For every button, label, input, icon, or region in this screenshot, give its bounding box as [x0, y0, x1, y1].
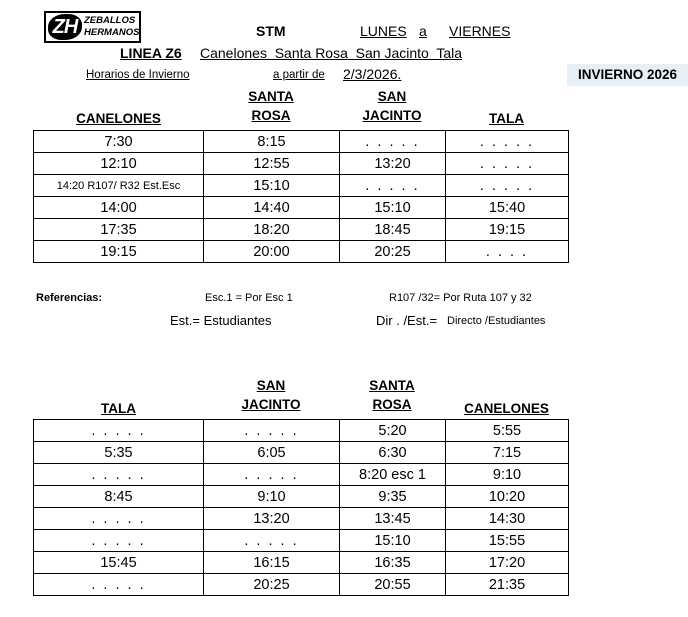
references-title: Referencias:	[36, 292, 103, 304]
table-cell: 12:55	[204, 153, 340, 175]
table-cell: 5:35	[34, 442, 204, 464]
table-cell: . . . . .	[34, 464, 204, 486]
table-row	[34, 153, 569, 175]
table-cell: 17:35	[34, 219, 204, 241]
t2-col2-line1: SAN	[256, 378, 286, 393]
table-cell: 20:25	[204, 574, 340, 596]
table-cell: . . . . .	[204, 420, 340, 442]
t1-col2-head	[204, 89, 338, 123]
table-row	[34, 530, 569, 552]
t1-col4-head	[446, 111, 567, 126]
table-row	[34, 442, 569, 464]
table-cell: 16:35	[340, 552, 446, 574]
table-cell: 20:55	[340, 574, 446, 596]
table-cell: 18:20	[204, 219, 340, 241]
t1-col3-head	[340, 89, 444, 123]
table-cell: 8:15	[204, 131, 340, 153]
t2-col1-head	[35, 401, 202, 416]
table-row	[34, 574, 569, 596]
table-cell: . . . .	[446, 241, 569, 263]
table-cell: 9:10	[446, 464, 569, 486]
from-date: 2/3/2026.	[343, 66, 402, 82]
days-from: LUNES	[360, 23, 407, 39]
days-to: VIERNES	[449, 23, 511, 39]
table-cell: 16:15	[204, 552, 340, 574]
table-cell: 17:20	[446, 552, 569, 574]
table-cell: 13:45	[340, 508, 446, 530]
table-cell: 13:20	[340, 153, 446, 175]
table-cell: 8:20 esc 1	[340, 464, 446, 486]
table-cell: 9:35	[340, 486, 446, 508]
table-cell: 7:15	[446, 442, 569, 464]
t1-col2-line2: ROSA	[251, 108, 291, 123]
from-label: a partir de	[273, 69, 325, 81]
t2-col1-label: TALA	[101, 401, 136, 416]
table-cell: . . . . .	[34, 530, 204, 552]
t2-col4-label: CANELONES	[464, 401, 549, 416]
t2-col3-head	[340, 378, 444, 412]
t2-col2-line2: JACINTO	[241, 397, 301, 412]
table-cell: 14:30	[446, 508, 569, 530]
table-cell: 19:15	[34, 241, 204, 263]
logo-text	[84, 15, 139, 39]
table-cell: 12:10	[34, 153, 204, 175]
table-cell: . . . . .	[340, 175, 446, 197]
t2-col4-head	[446, 401, 567, 416]
logo-mark: ZH	[48, 14, 82, 40]
table-cell: 14:00	[34, 197, 204, 219]
route-stops: Canelones Santa Rosa San Jacinto Tala	[200, 45, 463, 61]
t2-col2-head	[204, 378, 338, 412]
table-cell: 9:10	[204, 486, 340, 508]
table-row	[34, 486, 569, 508]
table-cell: 14:20 R107/ R32 Est.Esc	[34, 175, 204, 197]
table-cell: . . . . .	[34, 420, 204, 442]
table-cell: 15:40	[446, 197, 569, 219]
table-cell: . . . . .	[34, 508, 204, 530]
table-cell: 21:35	[446, 574, 569, 596]
t1-col3-line1: SAN	[377, 89, 407, 104]
table-cell: 5:55	[446, 420, 569, 442]
season-badge: INVIERNO 2026	[567, 64, 688, 86]
t1-col1-head	[35, 111, 202, 126]
table-cell: 15:10	[340, 197, 446, 219]
table-row	[34, 464, 569, 486]
table-cell: . . . . .	[340, 131, 446, 153]
table-row	[34, 175, 569, 197]
table-row	[34, 131, 569, 153]
t1-col1-label: CANELONES	[76, 111, 161, 126]
line-label: LINEA Z6	[120, 45, 182, 61]
ref-ruta: R107 /32= Por Ruta 107 y 32	[389, 292, 532, 304]
table-cell: 14:40	[204, 197, 340, 219]
table-cell: 15:55	[446, 530, 569, 552]
ref-dir-label: Dir . /Est.=	[376, 313, 438, 328]
table-cell: 15:10	[340, 530, 446, 552]
t2-col3-line1: SANTA	[369, 378, 415, 393]
table-cell: 13:20	[204, 508, 340, 530]
table-cell: . . . . .	[446, 153, 569, 175]
company-logo	[44, 11, 141, 43]
ref-dir-value: Directo /Estudiantes	[447, 315, 546, 327]
table-cell: 6:30	[340, 442, 446, 464]
table-cell: . . . . .	[204, 530, 340, 552]
table-row	[34, 552, 569, 574]
table-row	[34, 219, 569, 241]
table-cell: 20:25	[340, 241, 446, 263]
table-row	[34, 420, 569, 442]
table-cell: . . . . .	[446, 131, 569, 153]
table-cell: 20:00	[204, 241, 340, 263]
table-cell: . . . . .	[34, 574, 204, 596]
table-cell: 10:20	[446, 486, 569, 508]
table-cell: 8:45	[34, 486, 204, 508]
table-cell: 7:30	[34, 131, 204, 153]
ref-esc: Esc.1 = Por Esc 1	[205, 292, 293, 304]
stm-label: STM	[256, 23, 286, 39]
days-sep: a	[419, 23, 427, 39]
t1-col3-line2: JACINTO	[362, 108, 422, 123]
table-cell: . . . . .	[204, 464, 340, 486]
table-row	[34, 197, 569, 219]
t1-col4-label: TALA	[489, 111, 524, 126]
t2-col3-line2: ROSA	[372, 397, 412, 412]
schedule-table-return	[33, 419, 569, 596]
table-cell: 6:05	[204, 442, 340, 464]
table-cell: . . . . .	[446, 175, 569, 197]
table-cell: 15:45	[34, 552, 204, 574]
logo-line1: ZEBALLOS	[84, 15, 136, 26]
ref-est: Est.= Estudiantes	[170, 313, 272, 328]
table-cell: 18:45	[340, 219, 446, 241]
table-cell: 5:20	[340, 420, 446, 442]
table-row	[34, 508, 569, 530]
schedule-label: Horarios de Invierno	[86, 69, 190, 81]
t1-col2-line1: SANTA	[248, 89, 294, 104]
table-row	[34, 241, 569, 263]
table-cell: 15:10	[204, 175, 340, 197]
schedule-table-outbound	[33, 130, 569, 263]
logo-line2: HERMANOS	[84, 27, 140, 38]
table-cell: 19:15	[446, 219, 569, 241]
